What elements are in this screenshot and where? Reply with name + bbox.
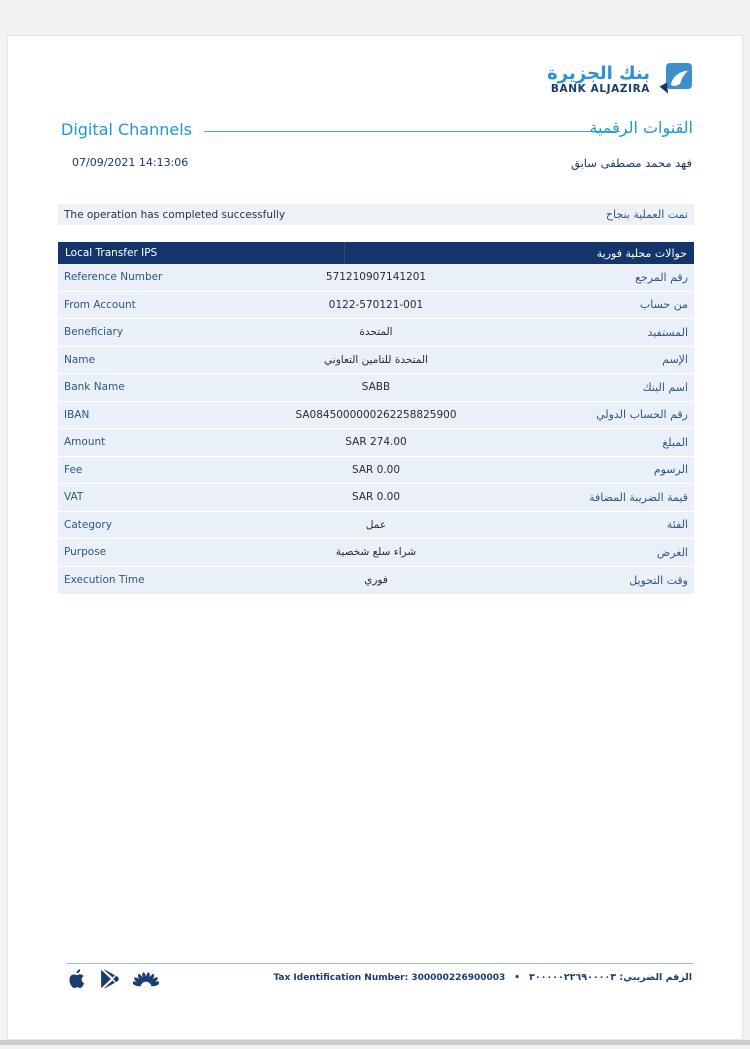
row-label-en: Execution Time (64, 574, 145, 587)
row-label-en: Purpose (64, 546, 107, 559)
app-store-links (68, 969, 159, 989)
row-label-ar: الرسوم (653, 463, 688, 477)
row-value: 0122-570121-001 (328, 298, 424, 311)
receipt-page (7, 35, 743, 1040)
row-label-en: Beneficiary (64, 326, 124, 339)
row-label-ar: المبلغ (662, 435, 688, 449)
bank-name-english: BANK ALJAZIRA (550, 83, 650, 96)
table-row (58, 429, 694, 457)
status-message-ar: تمت العملية بنجاح (605, 208, 688, 221)
table-row (58, 264, 694, 292)
row-value: فوري (364, 574, 388, 587)
row-label-ar: رقم المرجع (635, 270, 688, 284)
row-label-en: Amount (64, 436, 106, 449)
apple-app-store-icon[interactable] (68, 969, 85, 989)
table-row (58, 512, 694, 540)
details-table (58, 264, 694, 594)
row-label-ar: المستفيد (647, 325, 688, 339)
row-label-en: Name (64, 353, 95, 366)
separator-dot: • (514, 972, 521, 983)
table-row (58, 374, 694, 402)
row-value: SAR 0.00 (351, 491, 401, 504)
window-bottom-edge (0, 1040, 750, 1045)
row-value: شراء سلع شخصية (335, 546, 417, 559)
row-value: المتحدة (359, 326, 393, 339)
row-label-ar: قيمة الضريبة المضافة (589, 490, 688, 504)
bank-name-arabic: بنك الجزيرة (547, 62, 650, 84)
row-label-ar: من حساب (639, 298, 688, 312)
row-value: SAR 274.00 (345, 436, 407, 449)
row-label-en: Fee (64, 463, 83, 476)
row-value: SABB (361, 381, 391, 394)
row-value: SAR 0.00 (351, 463, 401, 476)
row-value: عمل (365, 518, 387, 531)
customer-name: فهد محمد مصطفى سابق (571, 156, 692, 170)
row-value: 571210907141201 (325, 271, 427, 284)
status-banner (58, 204, 694, 225)
row-label-en: Reference Number (64, 271, 163, 284)
row-value: SA0845000000262258825900 (295, 408, 457, 421)
tax-id-en: Tax Identification Number: 300000226900003 (273, 972, 506, 983)
row-label-en: IBAN (64, 408, 90, 421)
section-header (58, 242, 694, 264)
google-play-icon[interactable] (99, 969, 119, 989)
table-row (58, 402, 694, 430)
table-row (58, 347, 694, 375)
tax-id-ar: الرقم الضريبي: ٣٠٠٠٠٠٢٢٦٩٠٠٠٠٣ (529, 972, 692, 983)
table-row (58, 319, 694, 347)
table-row (58, 457, 694, 485)
footer-divider (66, 963, 694, 964)
row-label-ar: الفئة (666, 518, 688, 532)
row-label-en: Bank Name (64, 381, 125, 394)
row-label-en: Category (64, 518, 112, 531)
row-label-en: From Account (64, 298, 136, 311)
tax-id-line (273, 972, 692, 983)
table-row (58, 539, 694, 567)
transaction-datetime: 07/09/2021 14:13:06 (72, 156, 189, 169)
table-row (58, 484, 694, 512)
bank-logo-mark-icon (657, 60, 693, 100)
row-label-ar: رقم الحساب الدولي (596, 408, 688, 422)
bank-logo (547, 60, 693, 100)
huawei-appgallery-icon[interactable] (133, 969, 159, 989)
page-title-en: Digital Channels (61, 120, 192, 139)
row-label-ar: وقت التحويل (629, 573, 688, 587)
row-label-ar: الإسم (662, 353, 688, 367)
section-title-en: Local Transfer IPS (65, 247, 158, 259)
table-row (58, 567, 694, 595)
row-value: المتحدة للتامين التعاوني (324, 353, 428, 366)
row-label-en: VAT (64, 491, 84, 504)
row-label-ar: الغرض (656, 545, 688, 559)
status-message-en: The operation has completed successfully (64, 208, 286, 221)
title-divider (204, 131, 620, 132)
section-title-ar: حوالات محلية فورية (596, 246, 687, 260)
page-title-ar: القنوات الرقمية (589, 118, 693, 137)
row-label-ar: اسم البنك (642, 380, 688, 394)
table-row (58, 292, 694, 320)
